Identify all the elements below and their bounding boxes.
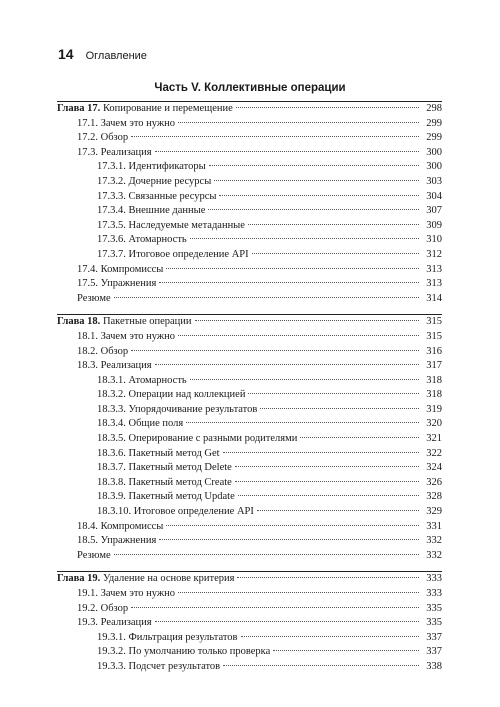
toc-entry[interactable] bbox=[57, 359, 442, 374]
page-ref: 331 bbox=[426, 520, 442, 532]
table-of-contents bbox=[57, 101, 442, 683]
entry-text: 19.3.3. Подсчет результатов bbox=[97, 660, 221, 672]
dot-leader bbox=[223, 452, 419, 453]
entry-text: 19.3.2. По умолчанию только проверка bbox=[97, 646, 271, 658]
chapter-block bbox=[57, 314, 442, 571]
page-header bbox=[58, 46, 147, 62]
toc-entry[interactable] bbox=[57, 417, 442, 432]
dot-leader bbox=[190, 238, 419, 239]
entry-text: 18.3.4. Общие поля bbox=[97, 418, 184, 430]
page-ref: 324 bbox=[426, 462, 442, 474]
dot-leader bbox=[236, 107, 419, 108]
dot-leader bbox=[252, 253, 419, 254]
entry-text: 18.3.10. Итоговое определение API bbox=[97, 506, 254, 518]
page-ref: 313 bbox=[426, 278, 442, 290]
page-ref: 335 bbox=[426, 617, 442, 629]
page-ref: 304 bbox=[426, 190, 442, 202]
entry-text: 17.3.3. Связанные ресурсы bbox=[97, 190, 217, 202]
page-number: 14 bbox=[58, 46, 74, 62]
entry-text: 18.3.2. Операции над коллекцией bbox=[97, 389, 246, 401]
dot-leader bbox=[114, 297, 419, 298]
part-title: Часть V. Коллективные операции bbox=[154, 82, 346, 94]
page-ref: 298 bbox=[426, 103, 442, 114]
toc-entry[interactable] bbox=[57, 447, 442, 462]
dot-leader bbox=[257, 510, 419, 511]
dot-leader bbox=[238, 495, 419, 496]
dot-leader bbox=[248, 224, 419, 225]
page-ref: 333 bbox=[426, 573, 442, 585]
entry-text: 18.3.9. Пакетный метод Update bbox=[97, 491, 235, 503]
entry-text: 19.3.1. Фильтрация результатов bbox=[97, 631, 238, 643]
page-ref: 318 bbox=[426, 374, 442, 386]
dot-leader bbox=[214, 180, 419, 181]
toc-entry[interactable] bbox=[57, 505, 442, 520]
entry-text: 18.1. Зачем это нужно bbox=[77, 330, 176, 342]
entry-text: 17.3.6. Атомарность bbox=[97, 234, 187, 246]
toc-entry[interactable] bbox=[57, 374, 442, 389]
page-ref: 338 bbox=[426, 660, 442, 672]
toc-entry[interactable] bbox=[57, 345, 442, 360]
page-ref: 314 bbox=[426, 292, 442, 304]
toc-entry[interactable] bbox=[57, 219, 442, 234]
toc-entry[interactable] bbox=[57, 277, 442, 292]
dot-leader bbox=[159, 539, 419, 540]
toc-entry[interactable] bbox=[57, 190, 442, 205]
toc-entry[interactable] bbox=[57, 490, 442, 505]
page-ref: 299 bbox=[426, 117, 442, 129]
dot-leader bbox=[235, 481, 419, 482]
page-ref: 335 bbox=[426, 602, 442, 614]
toc-entry[interactable] bbox=[57, 248, 442, 263]
dot-leader bbox=[223, 665, 419, 666]
page-ref: 332 bbox=[426, 535, 442, 547]
chapter-label: Глава 18. bbox=[57, 316, 101, 328]
toc-entry[interactable] bbox=[57, 233, 442, 248]
dot-leader bbox=[209, 165, 419, 166]
dot-leader bbox=[159, 282, 419, 283]
chapter-label: Глава 19. bbox=[57, 573, 101, 585]
entry-text bbox=[57, 315, 192, 330]
page-ref: 320 bbox=[426, 418, 442, 430]
dot-leader bbox=[155, 621, 419, 622]
page-ref: 316 bbox=[426, 345, 442, 357]
entry-text: 18.3.6. Пакетный метод Get bbox=[97, 447, 220, 459]
toc-entry[interactable] bbox=[57, 330, 442, 345]
page-ref: 300 bbox=[426, 146, 442, 158]
entry-text: 18.3.7. Пакетный метод Delete bbox=[97, 462, 232, 474]
toc-chapter-entry[interactable] bbox=[57, 102, 442, 117]
entry-text bbox=[57, 102, 233, 117]
page-ref: 310 bbox=[426, 234, 442, 246]
toc-entry[interactable] bbox=[57, 587, 442, 602]
page-ref: 319 bbox=[426, 403, 442, 415]
dot-leader bbox=[190, 379, 419, 380]
toc-entry[interactable] bbox=[57, 476, 442, 491]
page-ref: 307 bbox=[426, 205, 442, 217]
toc-entry[interactable] bbox=[57, 292, 442, 307]
toc-entry[interactable] bbox=[57, 204, 442, 219]
entry-text: 18.3.5. Оперирование с разными родителями bbox=[97, 433, 298, 445]
entry-text: 19.1. Зачем это нужно bbox=[77, 588, 176, 599]
entry-text: 17.3.7. Итоговое определение API bbox=[97, 248, 249, 260]
chapter-title: Копирование и перемещение bbox=[100, 103, 233, 114]
chapter-label: Глава 17. bbox=[57, 103, 101, 114]
toc-entry[interactable] bbox=[57, 160, 442, 175]
page-ref: 322 bbox=[426, 447, 442, 459]
toc-entry[interactable] bbox=[57, 131, 442, 146]
page-ref: 328 bbox=[426, 491, 442, 503]
chapter-title: Пакетные операции bbox=[100, 316, 192, 328]
entry-text bbox=[57, 572, 234, 587]
entry-text: 17.3.4. Внешние данные bbox=[97, 205, 206, 217]
dot-leader bbox=[235, 466, 419, 467]
page-ref: 300 bbox=[426, 161, 442, 173]
dot-leader bbox=[195, 320, 419, 321]
dot-leader bbox=[166, 525, 419, 526]
entry-text: 18.4. Компромиссы bbox=[77, 520, 164, 532]
entry-text: 18.5. Упражнения bbox=[77, 535, 157, 547]
toc-entry[interactable] bbox=[57, 616, 442, 631]
page-ref: 333 bbox=[426, 588, 442, 599]
dot-leader bbox=[178, 122, 419, 123]
dot-leader bbox=[131, 607, 419, 608]
dot-leader bbox=[155, 364, 419, 365]
entry-text: 17.5. Упражнения bbox=[77, 278, 157, 290]
dot-leader bbox=[273, 650, 419, 651]
dot-leader bbox=[178, 592, 419, 593]
toc-entry[interactable] bbox=[57, 461, 442, 476]
page-ref: 337 bbox=[426, 646, 442, 658]
entry-text: 18.3.1. Атомарность bbox=[97, 374, 187, 386]
toc-entry[interactable] bbox=[57, 534, 442, 549]
dot-leader bbox=[248, 393, 419, 394]
page-ref: 329 bbox=[426, 506, 442, 518]
dot-leader bbox=[241, 636, 419, 637]
toc-entry[interactable] bbox=[57, 549, 442, 564]
toc-entry[interactable] bbox=[57, 432, 442, 447]
toc-entry[interactable] bbox=[57, 602, 442, 617]
page-ref: 321 bbox=[426, 433, 442, 445]
entry-text: 19.2. Обзор bbox=[77, 602, 129, 614]
entry-text: 17.2. Обзор bbox=[77, 132, 129, 144]
page-ref: 309 bbox=[426, 219, 442, 231]
entry-text: 17.3.2. Дочерние ресурсы bbox=[97, 175, 212, 187]
page-ref: 299 bbox=[426, 132, 442, 144]
entry-text: Резюме bbox=[77, 549, 111, 561]
entry-text: 19.3. Реализация bbox=[77, 617, 152, 629]
page-ref: 315 bbox=[426, 330, 442, 342]
dot-leader bbox=[186, 422, 419, 423]
dot-leader bbox=[208, 209, 419, 210]
running-title: Оглавление bbox=[85, 50, 147, 62]
entry-text: 17.3. Реализация bbox=[77, 146, 152, 158]
entry-text: 17.3.5. Наследуемые метаданные bbox=[97, 219, 245, 231]
toc-entry[interactable] bbox=[57, 263, 442, 278]
page-ref: 337 bbox=[426, 631, 442, 643]
dot-leader bbox=[155, 151, 419, 152]
dot-leader bbox=[300, 437, 419, 438]
chapter-title: Удаление на основе критерия bbox=[100, 573, 235, 585]
page-ref: 332 bbox=[426, 549, 442, 561]
page-ref: 317 bbox=[426, 360, 442, 372]
toc-entry[interactable] bbox=[57, 403, 442, 418]
entry-text: Резюме bbox=[77, 292, 111, 304]
page-ref: 326 bbox=[426, 476, 442, 488]
dot-leader bbox=[178, 335, 419, 336]
entry-text: 18.2. Обзор bbox=[77, 345, 129, 357]
toc-entry[interactable] bbox=[57, 660, 442, 675]
page-ref: 312 bbox=[426, 248, 442, 260]
chapter-block bbox=[57, 101, 442, 314]
dot-leader bbox=[166, 268, 419, 269]
toc-chapter-entry[interactable] bbox=[57, 572, 442, 587]
dot-leader bbox=[219, 195, 419, 196]
toc-entry[interactable] bbox=[57, 645, 442, 660]
page-ref: 315 bbox=[426, 316, 442, 328]
dot-leader bbox=[260, 408, 419, 409]
dot-leader bbox=[114, 554, 419, 555]
entry-text: 18.3.3. Упорядочивание результатов bbox=[97, 403, 258, 415]
toc-chapter-entry[interactable] bbox=[57, 315, 442, 330]
entry-text: 17.3.1. Идентификаторы bbox=[97, 161, 206, 173]
entry-text: 17.1. Зачем это нужно bbox=[77, 117, 176, 129]
toc-entry[interactable] bbox=[57, 631, 442, 646]
dot-leader bbox=[131, 350, 419, 351]
toc-entry[interactable] bbox=[57, 520, 442, 535]
dot-leader bbox=[131, 136, 419, 137]
entry-text: 17.4. Компромиссы bbox=[77, 263, 164, 275]
page-ref: 303 bbox=[426, 175, 442, 187]
toc-entry[interactable] bbox=[57, 117, 442, 132]
entry-text: 18.3. Реализация bbox=[77, 360, 152, 372]
toc-entry[interactable] bbox=[57, 146, 442, 161]
chapter-block bbox=[57, 571, 442, 682]
toc-entry[interactable] bbox=[57, 388, 442, 403]
toc-entry[interactable] bbox=[57, 175, 442, 190]
entry-text: 18.3.8. Пакетный метод Create bbox=[97, 476, 232, 488]
dot-leader bbox=[237, 577, 419, 578]
page-ref: 318 bbox=[426, 389, 442, 401]
page-ref: 313 bbox=[426, 263, 442, 275]
